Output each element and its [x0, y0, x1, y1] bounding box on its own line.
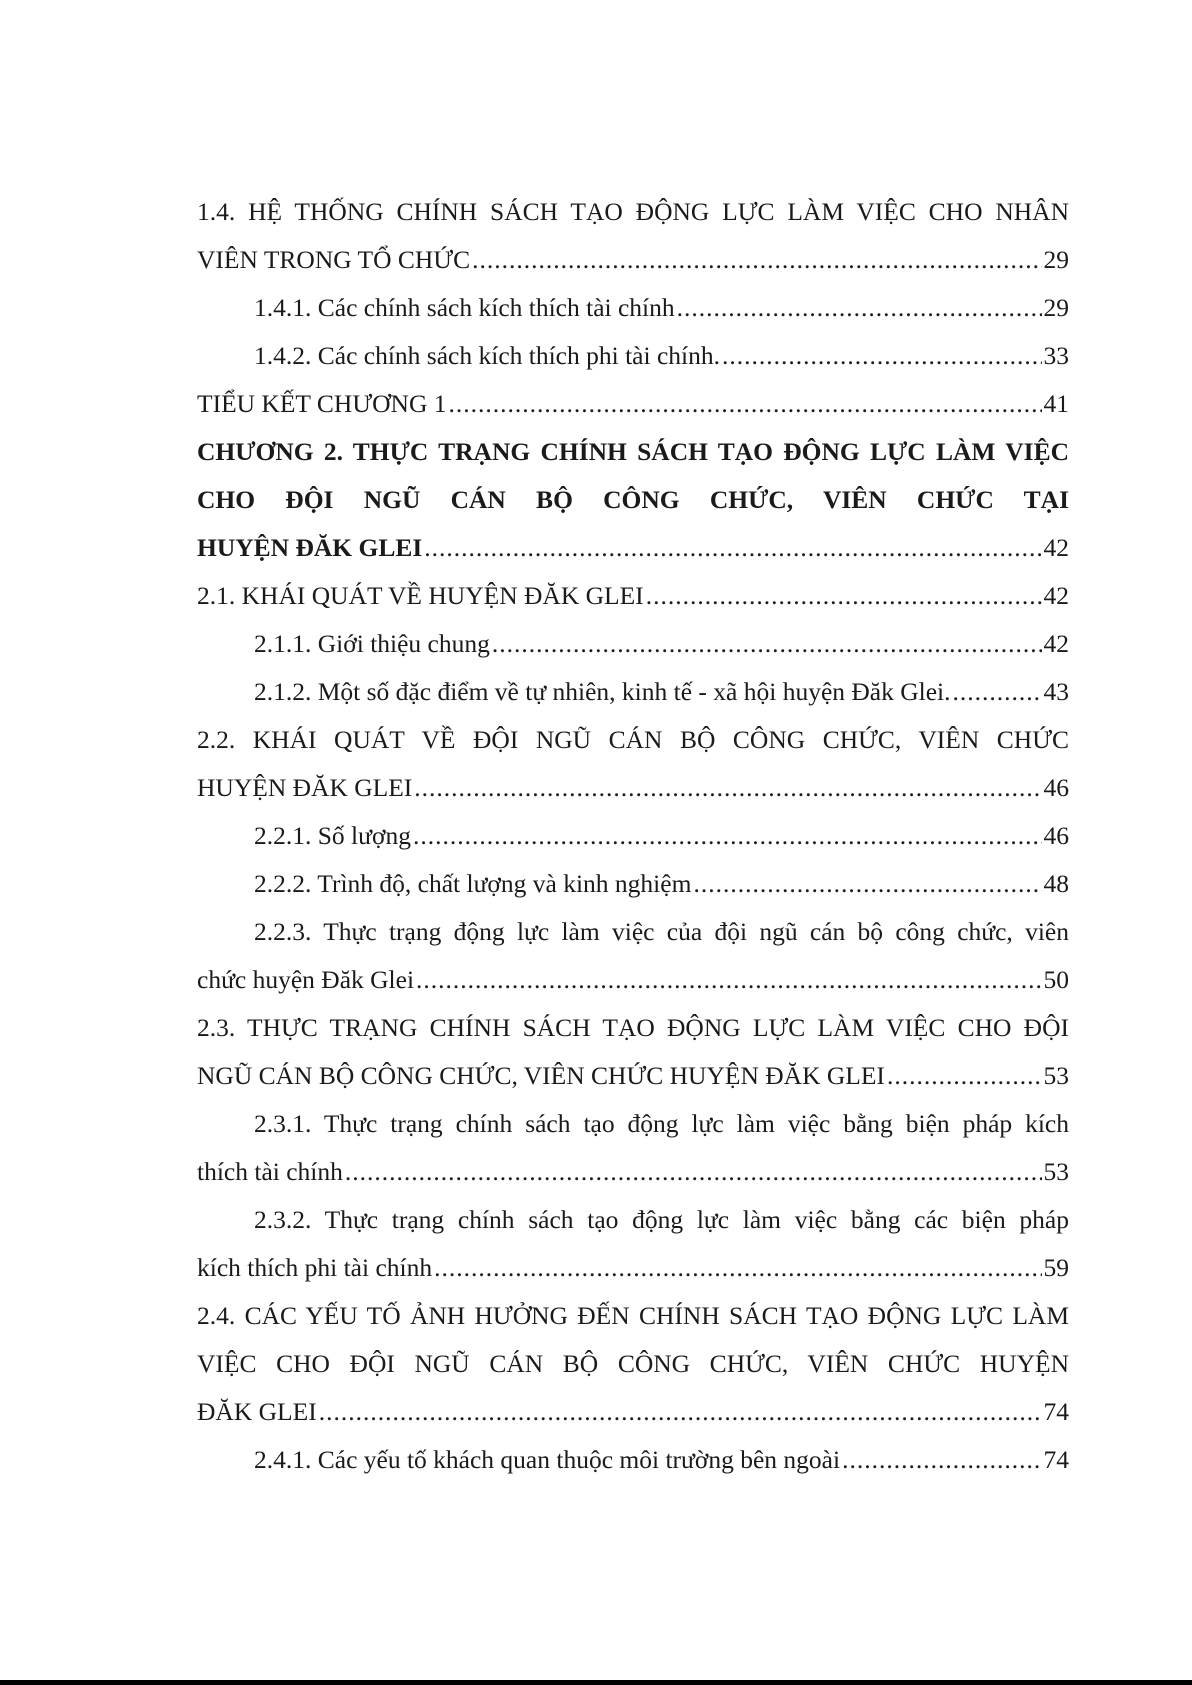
toc-entry-2-3-2[interactable] [197, 1196, 1069, 1292]
toc-entry-title: chức huyện Đăk Glei [197, 965, 415, 994]
toc-entry-title-lead: 2.3. THỰC TRẠNG CHÍNH SÁCH TẠO ĐỘNG LỰC LÀM VIỆC CHO ĐỘI [197, 1013, 1069, 1042]
toc-page-number: 42 [1043, 629, 1069, 658]
toc-entry-2-1-1[interactable] [197, 620, 1069, 668]
toc-entry-title: TIỂU KẾT CHƯƠNG 1 [197, 389, 447, 418]
page-bottom-edge [0, 1680, 1192, 1685]
toc-entry-title: ĐĂK GLEI [197, 1397, 317, 1426]
dot-leader [492, 620, 1042, 668]
toc-page-number: 43 [1043, 677, 1069, 706]
toc-entry-title-lead: 2.2.3. Thực trạng động lực làm việc của đội ngũ cán bộ công chức, viên [254, 917, 1069, 946]
toc-entry-title: thích tài chính [197, 1157, 343, 1186]
toc-entry-title-lead: 2.4. CÁC YẾU TỐ ẢNH HƯỞNG ĐẾN CHÍNH SÁCH TẠO ĐỘNG LỰC LÀM VIỆC CHO ĐỘI NGŨ CÁN BỘ CÔNG CHỨC, VIÊN CHỨC HUYỆN [197, 1301, 1069, 1378]
toc-page-number: 41 [1043, 389, 1069, 418]
toc-entry-title-lead: 2.2. KHÁI QUÁT VỀ ĐỘI NGŨ CÁN BỘ CÔNG CHỨC, VIÊN CHỨC [197, 725, 1069, 754]
toc-entry-title: 2.2.1. Số lượng [254, 821, 411, 850]
toc-page-number: 53 [1043, 1061, 1069, 1090]
toc-entry-title: NGŨ CÁN BỘ CÔNG CHỨC, VIÊN CHỨC HUYỆN ĐĂK GLEI [197, 1061, 885, 1090]
toc-page-number: 46 [1043, 821, 1069, 850]
toc-entry-title: 1.4.1. Các chính sách kích thích tài chính [254, 293, 675, 322]
toc-entry-title: HUYỆN ĐĂK GLEI [197, 773, 413, 802]
dot-leader [646, 572, 1042, 620]
toc-entry-title: 1.4.2. Các chính sách kích thích phi tài chính. [254, 341, 720, 370]
toc-entry-2-2[interactable] [197, 716, 1069, 812]
toc-page-number: 50 [1043, 965, 1069, 994]
toc-entry-title: 2.1. KHÁI QUÁT VỀ HUYỆN ĐĂK GLEI [197, 581, 644, 610]
toc-entry-2-2-3[interactable] [197, 908, 1069, 1004]
toc-entry-title-lead: 2.3.2. Thực trạng chính sách tạo động lực làm việc bằng các biện pháp [254, 1205, 1069, 1234]
dot-leader [953, 668, 1042, 716]
toc-entry-title-lead: CHƯƠNG 2. THỰC TRẠNG CHÍNH SÁCH TẠO ĐỘNG LỰC LÀM VIỆC CHO ĐỘI NGŨ CÁN BỘ CÔNG CHỨC, VIÊN CHỨC TẠI [197, 437, 1069, 514]
dot-leader [842, 1436, 1041, 1484]
toc-entry-title: 2.2.2. Trình độ, chất lượng và kinh nghiệm [254, 869, 692, 898]
toc-entry-title: HUYỆN ĐĂK GLEI [197, 533, 423, 562]
dot-leader [413, 812, 1042, 860]
toc-page-number: 42 [1043, 581, 1069, 610]
dot-leader [414, 764, 1041, 812]
toc-entry-2-3-1[interactable] [197, 1100, 1069, 1196]
toc-page-number: 53 [1043, 1157, 1069, 1186]
dot-leader [693, 860, 1041, 908]
toc-entry-chapter-2[interactable] [197, 428, 1069, 572]
toc-entry-2-1[interactable] [197, 572, 1069, 620]
toc-entry-title: VIÊN TRONG TỔ CHỨC [197, 245, 471, 274]
toc-entry-2-2-2[interactable] [197, 860, 1069, 908]
toc-entry-title: 2.1.1. Giới thiệu chung [254, 629, 490, 658]
toc-entry-title: 2.4.1. Các yếu tố khách quan thuộc môi trường bên ngoài [254, 1445, 841, 1474]
toc-page-number: 74 [1043, 1397, 1069, 1426]
toc-page-number: 74 [1043, 1445, 1069, 1474]
toc-entry-2-4[interactable] [197, 1292, 1069, 1436]
toc-entry-2-3[interactable] [197, 1004, 1069, 1100]
toc-entry-1-4-2[interactable] [197, 332, 1069, 380]
dot-leader [345, 1148, 1042, 1196]
toc-entry-title-lead: 1.4. HỆ THỐNG CHÍNH SÁCH TẠO ĐỘNG LỰC LÀM VIỆC CHO NHÂN [197, 197, 1069, 226]
toc-entry-title-lead: 2.3.1. Thực trạng chính sách tạo động lực làm việc bằng biện pháp kích [254, 1109, 1069, 1138]
dot-leader [319, 1388, 1042, 1436]
toc-entry-2-4-1[interactable] [197, 1436, 1069, 1484]
dot-leader [424, 524, 1041, 572]
dot-leader [722, 332, 1042, 380]
dot-leader [449, 380, 1042, 428]
toc-entry-title: kích thích phi tài chính [197, 1253, 433, 1282]
dot-leader [416, 956, 1041, 1004]
toc-page-number: 33 [1043, 341, 1069, 370]
toc-entry-summary-chapter-1[interactable] [197, 380, 1069, 428]
dot-leader [434, 1244, 1041, 1292]
dot-leader [472, 236, 1041, 284]
toc-entry-2-1-2[interactable] [197, 668, 1069, 716]
toc-entry-title: 2.1.2. Một số đặc điểm về tự nhiên, kinh tế - xã hội huyện Đăk Glei. [254, 677, 951, 706]
table-of-contents [197, 188, 1069, 1484]
toc-entry-1-4[interactable] [197, 188, 1069, 284]
dot-leader [887, 1052, 1042, 1100]
toc-page-number: 29 [1043, 245, 1069, 274]
toc-page-number: 48 [1043, 869, 1069, 898]
dot-leader [677, 284, 1042, 332]
toc-page-number: 42 [1043, 533, 1069, 562]
toc-page-number: 29 [1043, 293, 1069, 322]
toc-entry-1-4-1[interactable] [197, 284, 1069, 332]
toc-page-number: 59 [1043, 1253, 1069, 1282]
toc-page-number: 46 [1043, 773, 1069, 802]
toc-entry-2-2-1[interactable] [197, 812, 1069, 860]
